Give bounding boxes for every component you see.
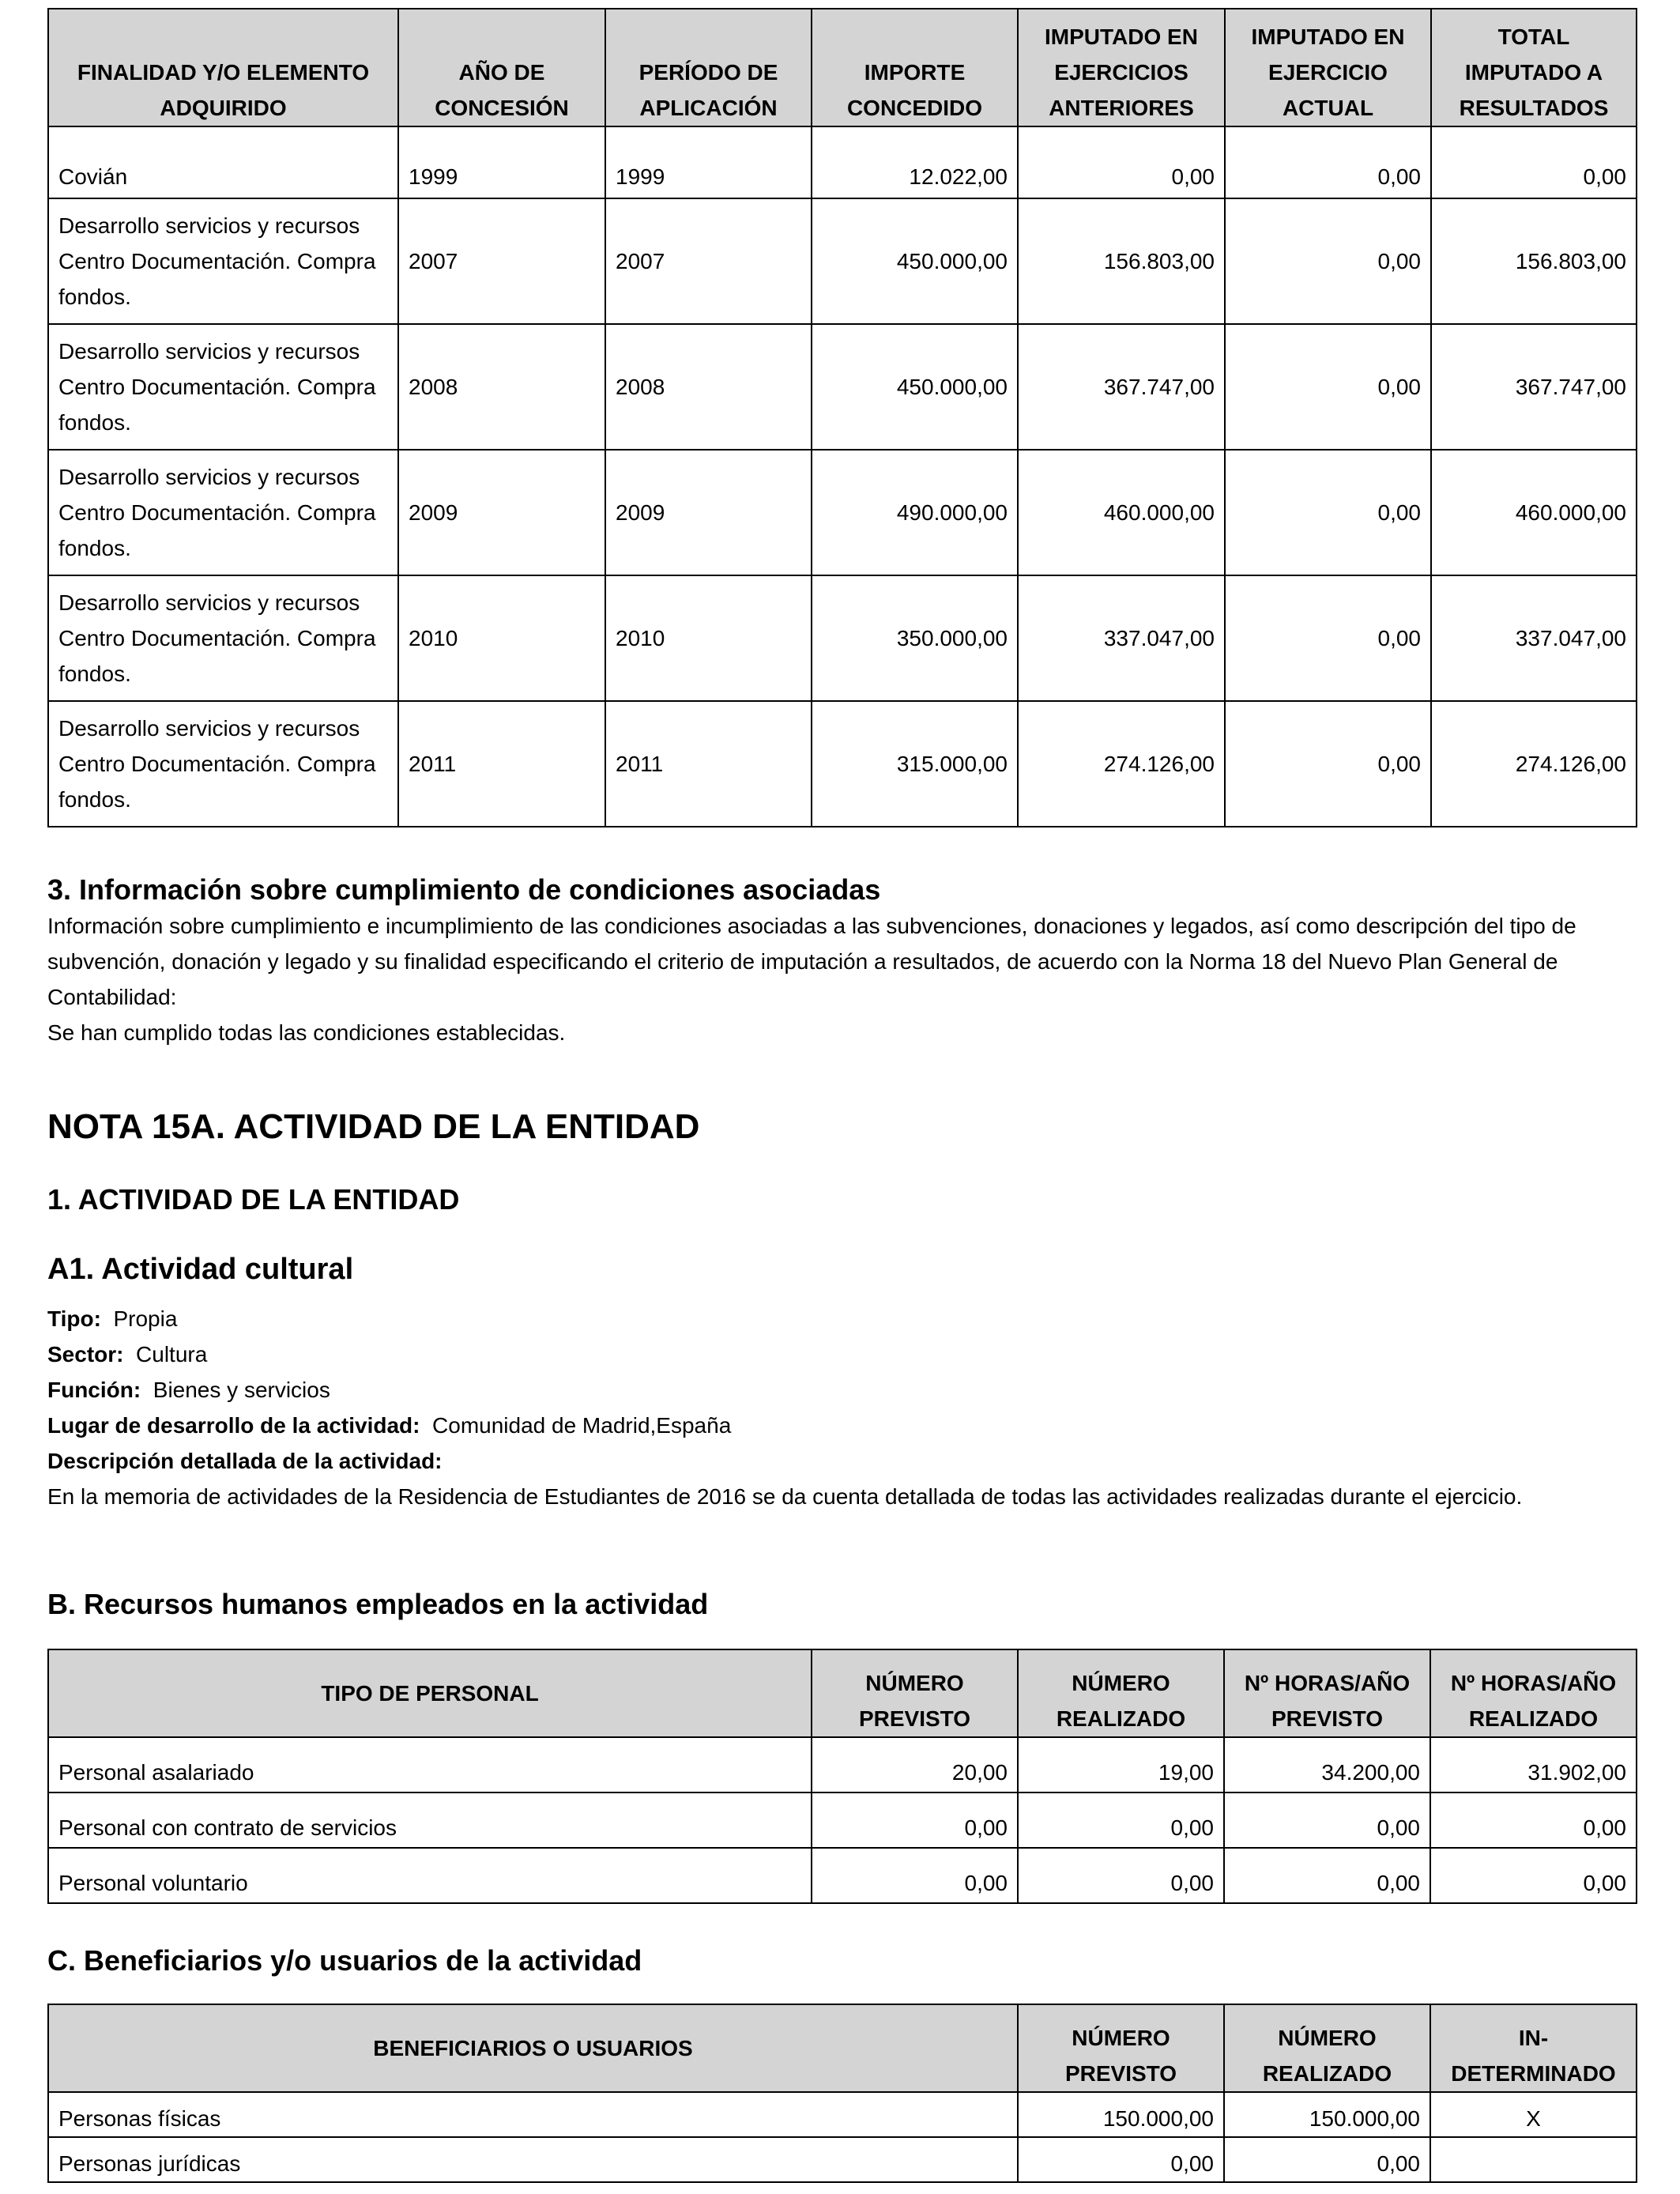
table-cell: 337.047,00 (1018, 575, 1225, 701)
grants-table (47, 8, 1637, 827)
table-cell: 0,00 (1224, 1848, 1430, 1903)
column-header: IMPUTADO EN EJERCICIO ACTUAL (1225, 9, 1431, 126)
table-cell: 0,00 (1018, 126, 1225, 198)
table-cell: 156.803,00 (1431, 198, 1637, 324)
detail-label: Descripción detallada de la actividad: (47, 1449, 443, 1473)
table-cell: 450.000,00 (812, 198, 1018, 324)
table-cell: 150.000,00 (1018, 2092, 1224, 2137)
column-header: NÚMERO PREVISTO (1018, 2004, 1224, 2092)
note-subtitle: 1. ACTIVIDAD DE LA ENTIDAD (47, 1183, 460, 1216)
table-cell: Personas jurídicas (48, 2137, 1018, 2182)
column-header: IMPUTADO EN EJERCICIOS ANTERIORES (1018, 9, 1225, 126)
table-cell: 0,00 (1018, 1793, 1224, 1848)
table-cell: 0,00 (1225, 126, 1431, 198)
activity-title: A1. Actividad cultural (47, 1253, 354, 1286)
detail-row (47, 1336, 1636, 1372)
table-row (48, 126, 1637, 198)
table-cell: 0,00 (1018, 1848, 1224, 1903)
table-row (48, 450, 1637, 575)
table-cell: 0,00 (1225, 450, 1431, 575)
table-cell: 350.000,00 (812, 575, 1018, 701)
column-header: IMPORTE CONCEDIDO (812, 9, 1018, 126)
table-cell: 12.022,00 (812, 126, 1018, 198)
table-cell: Personal voluntario (48, 1848, 812, 1903)
section-c-title: C. Beneficiarios y/o usuarios de la actividad (47, 1944, 642, 1977)
detail-row (47, 1372, 1636, 1408)
table-row (48, 575, 1637, 701)
column-header: NÚMERO REALIZADO (1224, 2004, 1430, 2092)
detail-value: Comunidad de Madrid,España (432, 1413, 732, 1438)
table-cell: X (1430, 2092, 1637, 2137)
table-cell: 2010 (398, 575, 605, 701)
table-cell: Personas físicas (48, 2092, 1018, 2137)
table-cell: 0,00 (1224, 1793, 1430, 1848)
column-header: TOTAL IMPUTADO A RESULTADOS (1431, 9, 1637, 126)
activity-details (47, 1301, 1636, 1514)
note-title: NOTA 15A. ACTIVIDAD DE LA ENTIDAD (47, 1107, 700, 1146)
table-cell: 0,00 (1431, 126, 1637, 198)
table-cell: 1999 (398, 126, 605, 198)
detail-row (47, 1301, 1636, 1336)
table-cell: Covián (48, 126, 398, 198)
detail-label: Tipo: (47, 1306, 101, 1331)
table-cell: 34.200,00 (1224, 1737, 1430, 1793)
human-resources-table (47, 1649, 1637, 1904)
table-row (48, 324, 1637, 450)
column-header: AÑO DE CONCESIÓN (398, 9, 605, 126)
table-cell: 0,00 (1224, 2137, 1430, 2182)
human-resources-header (48, 1649, 1637, 1737)
column-header: Nº HORAS/AÑO REALIZADO (1430, 1649, 1637, 1737)
table-cell: 367.747,00 (1018, 324, 1225, 450)
detail-row (47, 1443, 1636, 1479)
table-cell: 450.000,00 (812, 324, 1018, 450)
table-cell: Desarrollo servicios y recursos Centro Documentación. Compra fondos. (48, 701, 398, 827)
column-header: FINALIDAD Y/O ELEMENTO ADQUIRIDO (48, 9, 398, 126)
table-cell: 0,00 (812, 1848, 1018, 1903)
table-cell: 337.047,00 (1431, 575, 1637, 701)
table-cell: 2008 (398, 324, 605, 450)
table-cell: 0,00 (1430, 1848, 1637, 1903)
section-b-title: B. Recursos humanos empleados en la actividad (47, 1588, 709, 1620)
table-cell: Personal asalariado (48, 1737, 812, 1793)
table-cell: Personal con contrato de servicios (48, 1793, 812, 1848)
section-paragraph: Se han cumplido todas las condiciones establecidas. (47, 1020, 566, 1045)
detail-row (47, 1408, 1636, 1443)
detail-value: Cultura (136, 1342, 208, 1367)
column-header: Nº HORAS/AÑO PREVISTO (1224, 1649, 1430, 1737)
table-cell: Desarrollo servicios y recursos Centro Documentación. Compra fondos. (48, 450, 398, 575)
beneficiaries-header (48, 2004, 1637, 2092)
table-cell: 0,00 (1225, 701, 1431, 827)
table-cell: 156.803,00 (1018, 198, 1225, 324)
detail-label: Lugar de desarrollo de la actividad: (47, 1413, 420, 1438)
table-cell: 490.000,00 (812, 450, 1018, 575)
table-cell: 19,00 (1018, 1737, 1224, 1793)
section-title: 3. Información sobre cumplimiento de condiciones asociadas (47, 873, 881, 906)
detail-label: Sector: (47, 1342, 124, 1367)
grants-table-header (48, 9, 1637, 126)
column-header: IN-DETERMINADO (1430, 2004, 1637, 2092)
table-cell: Desarrollo servicios y recursos Centro Documentación. Compra fondos. (48, 198, 398, 324)
table-cell: 2011 (605, 701, 812, 827)
column-header: PERÍODO DE APLICACIÓN (605, 9, 812, 126)
table-cell: Desarrollo servicios y recursos Centro Documentación. Compra fondos. (48, 575, 398, 701)
table-cell: 2008 (605, 324, 812, 450)
table-cell: 2010 (605, 575, 812, 701)
table-cell (1430, 2137, 1637, 2182)
table-cell: 460.000,00 (1431, 450, 1637, 575)
table-cell: 0,00 (1430, 1793, 1637, 1848)
column-header: TIPO DE PERSONAL (48, 1649, 812, 1737)
table-cell: 20,00 (812, 1737, 1018, 1793)
table-cell: Desarrollo servicios y recursos Centro Documentación. Compra fondos. (48, 324, 398, 450)
table-row (48, 198, 1637, 324)
detail-value: Bienes y servicios (153, 1378, 330, 1402)
table-cell: 367.747,00 (1431, 324, 1637, 450)
table-cell: 0,00 (1225, 324, 1431, 450)
table-cell: 315.000,00 (812, 701, 1018, 827)
section-paragraph: Información sobre cumplimiento e incumplimiento de las condiciones asociadas a las subvenciones, donaciones y legados, así como descripción del tipo de subvención, donación y legado y su finalidad especificando el criterio de imputación a resultados, de acuerdo con la Norma 18 del Nuevo Plan General de Contabilidad: (47, 914, 1576, 1009)
conditions-section (47, 872, 1636, 1050)
table-cell: 274.126,00 (1431, 701, 1637, 827)
table-cell: 0,00 (1225, 575, 1431, 701)
table-row (48, 1737, 1637, 1793)
table-cell: 2009 (398, 450, 605, 575)
table-cell: 150.000,00 (1224, 2092, 1430, 2137)
table-cell: 0,00 (1225, 198, 1431, 324)
detail-label: Función: (47, 1378, 141, 1402)
detail-value: Propia (113, 1306, 178, 1331)
table-row (48, 2137, 1637, 2182)
column-header: BENEFICIARIOS O USUARIOS (48, 2004, 1018, 2092)
table-cell: 0,00 (812, 1793, 1018, 1848)
table-row (48, 2092, 1637, 2137)
table-cell: 0,00 (1018, 2137, 1224, 2182)
table-cell: 2009 (605, 450, 812, 575)
table-cell: 2007 (605, 198, 812, 324)
table-cell: 460.000,00 (1018, 450, 1225, 575)
table-cell: 31.902,00 (1430, 1737, 1637, 1793)
table-row (48, 701, 1637, 827)
column-header: NÚMERO REALIZADO (1018, 1649, 1224, 1737)
column-header: NÚMERO PREVISTO (812, 1649, 1018, 1737)
table-cell: 2011 (398, 701, 605, 827)
table-row (48, 1793, 1637, 1848)
beneficiaries-table (47, 2004, 1637, 2183)
table-cell: 274.126,00 (1018, 701, 1225, 827)
table-cell: 2007 (398, 198, 605, 324)
detail-description: En la memoria de actividades de la Residencia de Estudiantes de 2016 se da cuenta detallada de todas las actividades realizadas durante el ejercicio. (47, 1484, 1523, 1509)
table-row (48, 1848, 1637, 1903)
table-cell: 1999 (605, 126, 812, 198)
